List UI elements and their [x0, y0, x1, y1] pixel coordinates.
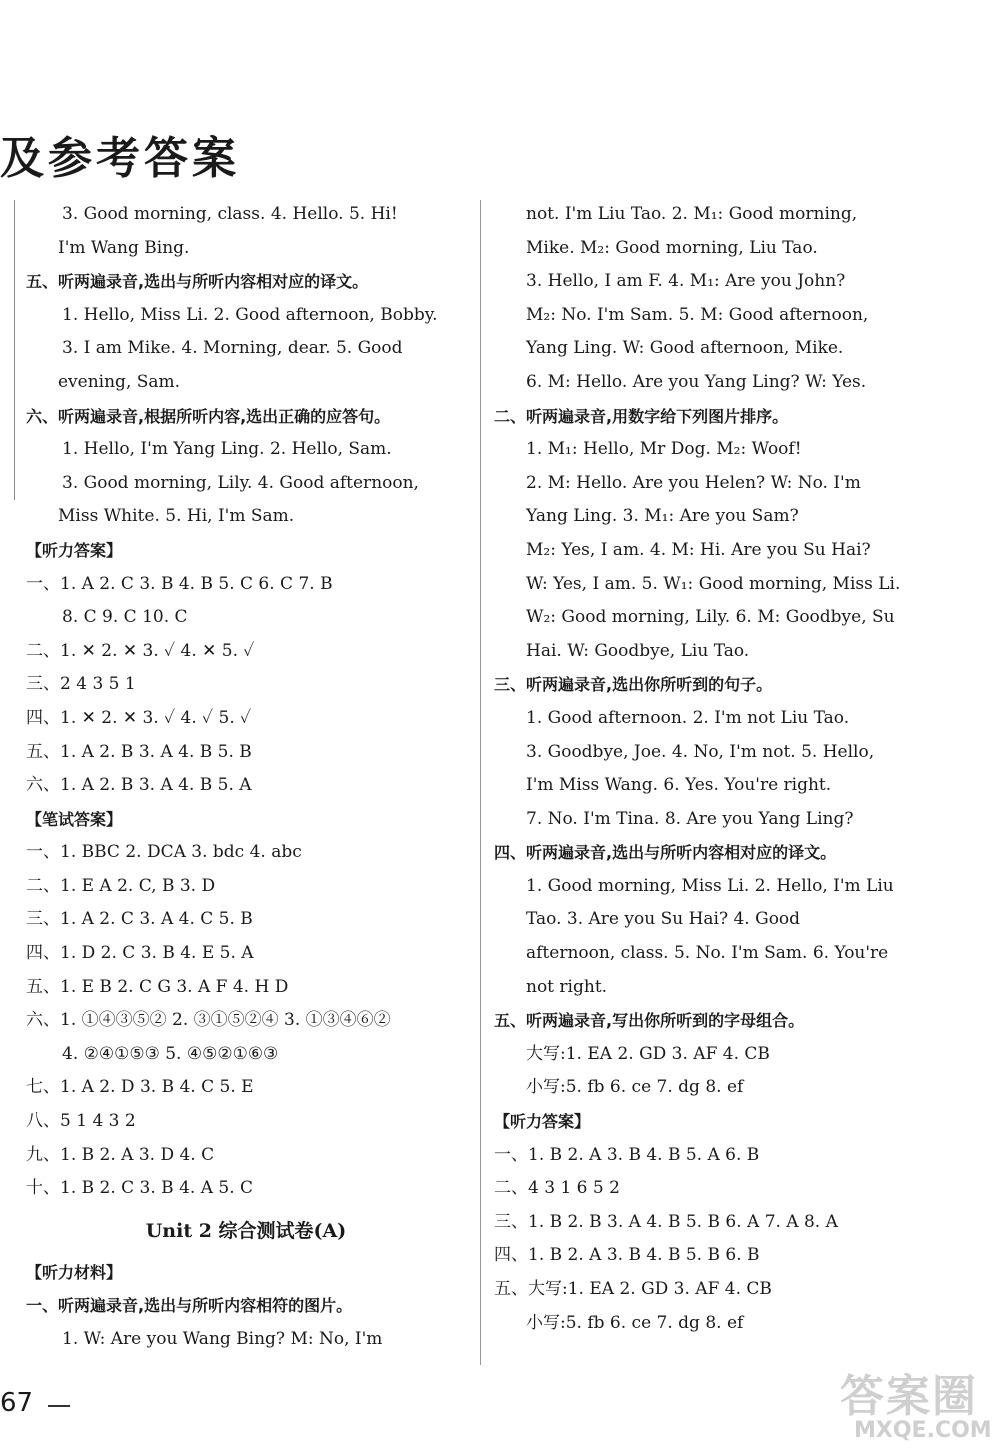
- answer-line: 1. Good afternoon. 2. I'm not Liu Tao.: [526, 707, 850, 728]
- answer-line: 七、1. A 2. D 3. B 4. C 5. E: [26, 1077, 254, 1098]
- left-margin-rule: [14, 200, 15, 500]
- section-heading: 六、听两遍录音,根据所听内容,选出正确的应答句。: [26, 406, 391, 426]
- answer-line: 3. Goodbye, Joe. 4. No, I'm not. 5. Hello,: [526, 741, 875, 762]
- answer-line: 六、1. ①④③⑤② 2. ③①⑤②④ 3. ①③④⑥②: [26, 1010, 391, 1031]
- watermark-logo: [840, 1360, 992, 1443]
- answer-line: afternoon, class. 5. No. I'm Sam. 6. You're: [526, 943, 889, 964]
- answer-line: not right.: [526, 976, 608, 997]
- answer-line: 6. M: Hello. Are you Yang Ling? W: Yes.: [526, 371, 867, 392]
- right-column: [494, 198, 930, 1340]
- answer-block-heading: 【笔试答案】: [26, 809, 123, 829]
- answer-line: 九、1. B 2. A 3. D 4. C: [26, 1144, 215, 1165]
- answer-line: Tao. 3. Are you Su Hai? 4. Good: [526, 909, 801, 930]
- answer-line: 小写:5. fb 6. ce 7. dg 8. ef: [526, 1077, 744, 1098]
- answer-line: 五、1. E B 2. C G 3. A F 4. H D: [26, 976, 289, 997]
- answer-line: 1. W: Are you Wang Bing? M: No, I'm: [62, 1329, 383, 1349]
- answer-line: not. I'm Liu Tao. 2. M₁: Good morning,: [526, 204, 858, 224]
- answer-line: 十、1. B 2. C 3. B 4. A 5. C: [26, 1178, 254, 1199]
- answer-line: 一、1. A 2. C 3. B 4. B 5. C 6. C 7. B: [26, 573, 333, 594]
- answer-line: 三、1. B 2. B 3. A 4. B 5. B 6. A 7. A 8. A: [494, 1211, 838, 1232]
- section-heading: 四、听两遍录音,选出与所听内容相对应的译文。: [494, 843, 837, 863]
- left-answer-lines: [26, 198, 466, 1206]
- answer-line: 3. Good morning, class. 4. Hello. 5. Hi!: [62, 204, 398, 224]
- left-column: [26, 198, 466, 1357]
- answer-line: W: Yes, I am. 5. W₁: Good morning, Miss Li.: [526, 573, 901, 594]
- answer-line: 3. I am Mike. 4. Morning, dear. 5. Good: [62, 338, 403, 359]
- answer-line: 三、2 4 3 5 1: [26, 674, 136, 695]
- answer-line: 4. ②④①⑤③ 5. ④⑤②①⑥③: [62, 1043, 279, 1064]
- answer-line: W₂: Good morning, Lily. 6. M: Goodbye, Su: [526, 607, 895, 628]
- page-title: 及参考答案: [0, 133, 240, 184]
- answer-line: I'm Miss Wang. 6. Yes. You're right.: [526, 775, 832, 796]
- answer-block-heading: 【听力答案】: [26, 540, 123, 560]
- answer-line: M₂: Yes, I am. 4. M: Hi. Are you Su Hai?: [526, 539, 871, 560]
- answer-line: 六、1. A 2. B 3. A 4. B 5. A: [26, 775, 252, 796]
- unit-title: Unit 2 综合测试卷(A): [145, 1219, 347, 1242]
- answer-line: I'm Wang Bing.: [58, 237, 190, 258]
- answer-line: M₂: No. I'm Sam. 5. M: Good afternoon,: [526, 304, 869, 325]
- answer-line: Mike. M₂: Good morning, Liu Tao.: [526, 237, 818, 258]
- answer-line: 1. Hello, Miss Li. 2. Good afternoon, Bobby.: [62, 304, 438, 325]
- answer-line: 五、大写:1. EA 2. GD 3. AF 4. CB: [494, 1279, 772, 1299]
- answer-line: 1. M₁: Hello, Mr Dog. M₂: Woof!: [526, 439, 802, 460]
- answer-line: 二、4 3 1 6 5 2: [494, 1178, 620, 1199]
- answer-line: 五、1. A 2. B 3. A 4. B 5. B: [26, 741, 252, 762]
- answer-line: Yang Ling. W: Good afternoon, Mike.: [526, 338, 844, 359]
- answer-line: Yang Ling. 3. M₁: Are you Sam?: [526, 506, 799, 527]
- answer-line: 小写:5. fb 6. ce 7. dg 8. ef: [526, 1312, 744, 1333]
- watermark-line1: 答案圈: [840, 1371, 978, 1422]
- page-number: 67: [0, 1388, 34, 1418]
- answer-line: 四、1. D 2. C 3. B 4. E 5. A: [26, 943, 254, 964]
- answer-line: 八、5 1 4 3 2: [26, 1111, 136, 1132]
- answer-line: 一、1. BBC 2. DCA 3. bdc 4. abc: [26, 842, 302, 863]
- watermark-line2: MXQE.COM: [854, 1418, 992, 1443]
- answer-block-heading: 【听力答案】: [494, 1112, 591, 1132]
- answer-line: 3. Good morning, Lily. 4. Good afternoon,: [62, 472, 419, 493]
- answer-line: Hai. W: Goodbye, Liu Tao.: [526, 640, 750, 661]
- answer-line: Miss White. 5. Hi, I'm Sam.: [58, 506, 295, 527]
- answer-line: 一、1. B 2. A 3. B 4. B 5. A 6. B: [494, 1144, 760, 1165]
- answer-line: 四、1. ✕ 2. ✕ 3. ✓ 4. ✓ 5. ✓: [26, 707, 252, 728]
- answer-line: 1. Hello, I'm Yang Ling. 2. Hello, Sam.: [62, 439, 392, 460]
- answer-line: 1. Good morning, Miss Li. 2. Hello, I'm Liu: [526, 875, 894, 896]
- answer-line: 3. Hello, I am F. 4. M₁: Are you John?: [526, 271, 846, 292]
- column-divider: [480, 200, 481, 1365]
- left-after-lines: [26, 1256, 466, 1357]
- section-heading: 三、听两遍录音,选出你所听到的句子。: [494, 675, 773, 695]
- right-answer-lines: [494, 198, 930, 1340]
- section-heading: 五、听两遍录音,写出你所听到的字母组合。: [494, 1011, 805, 1031]
- answer-line: 三、1. A 2. C 3. A 4. C 5. B: [26, 909, 253, 930]
- answer-line: 大写:1. EA 2. GD 3. AF 4. CB: [526, 1043, 770, 1064]
- answer-line: 2. M: Hello. Are you Helen? W: No. I'm: [526, 472, 861, 493]
- answer-line: 四、1. B 2. A 3. B 4. B 5. B 6. B: [494, 1245, 760, 1266]
- section-heading: 二、听两遍录音,用数字给下列图片排序。: [494, 406, 789, 426]
- section-heading: 五、听两遍录音,选出与所听内容相对应的译文。: [26, 272, 369, 292]
- section-heading: 一、听两遍录音,选出与所听内容相符的图片。: [26, 1296, 353, 1316]
- answer-block-heading: 【听力材料】: [26, 1262, 123, 1282]
- answer-line: 二、1. E A 2. C, B 3. D: [26, 875, 216, 896]
- page-number-dash: [48, 1405, 70, 1407]
- answer-line: 8. C 9. C 10. C: [62, 607, 188, 628]
- answer-line: 二、1. ✕ 2. ✕ 3. ✓ 4. ✕ 5. ✓: [26, 640, 255, 661]
- answer-line: 7. No. I'm Tina. 8. Are you Yang Ling?: [526, 808, 854, 829]
- answer-line: evening, Sam.: [58, 371, 181, 392]
